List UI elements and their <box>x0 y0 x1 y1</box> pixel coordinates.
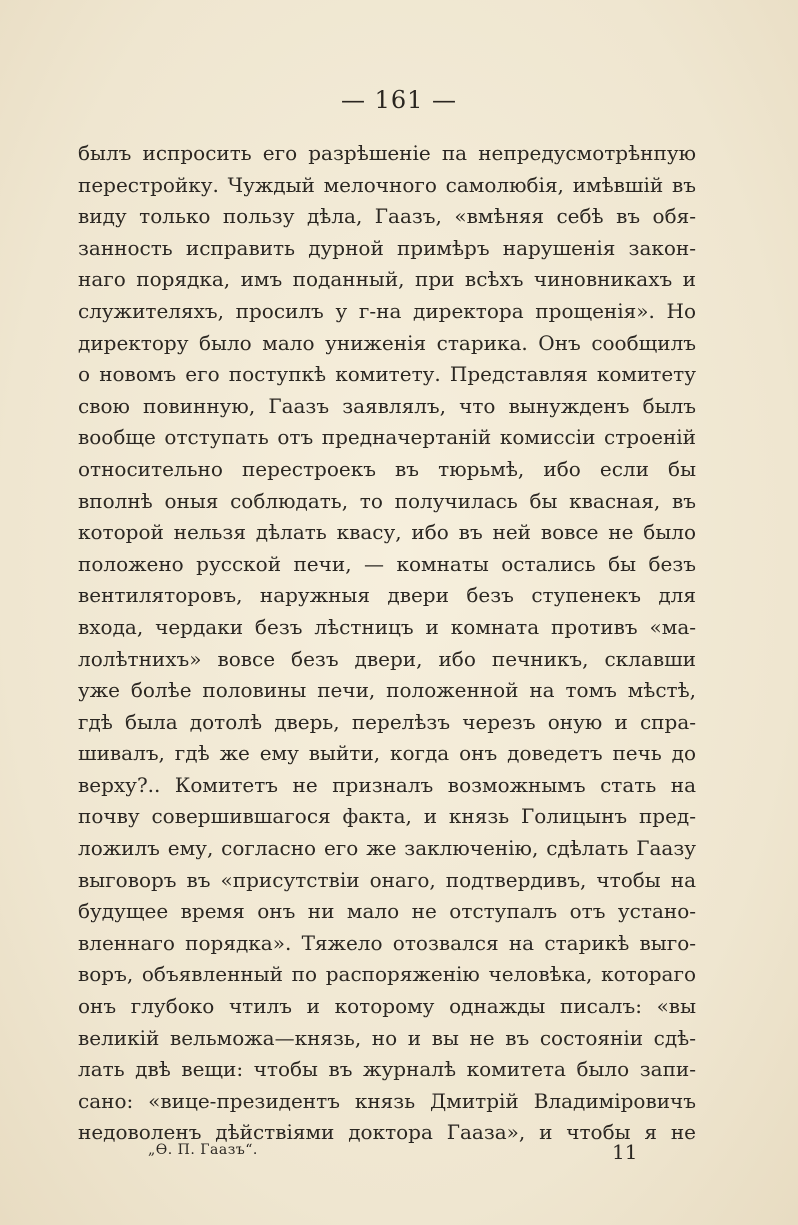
text-line: лать двѣ вещи: чтобы въ журналѣ комитета было запи- <box>78 1057 696 1082</box>
text-line: онъ глубоко чтилъ и которому однажды писалъ: «вы <box>78 994 696 1019</box>
page-number: — 161 — <box>340 86 458 114</box>
text-line: сано: «вице-президентъ князь Дмитрій Владиміровичъ <box>78 1088 696 1113</box>
text-line: относительно перестроекъ въ тюрьмѣ, ибо если бы <box>78 456 696 481</box>
text-line: великій вельможа—князь, но и вы не въ состояніи сдѣ- <box>78 1025 696 1050</box>
sheet-number: 11 <box>612 1140 638 1164</box>
text-line: ложилъ ему, согласно его же заключенію, сдѣлать Гаазу <box>78 836 696 861</box>
text-line: шивалъ, гдѣ же ему выйти, когда онъ доведетъ печь до <box>78 741 696 766</box>
text-line: вленнаго порядка». Тяжело отозвался на старикѣ выго- <box>78 930 696 955</box>
text-line: лолѣтнихъ» вовсе безъ двери, ибо печникъ, склавши <box>78 646 696 671</box>
text-line: служителяхъ, просилъ у г-на директора прощенія». Но <box>78 298 696 323</box>
text-line: былъ испросить его разрѣшеніе па непредусмотрѣнпую <box>78 141 696 165</box>
text-line: недоволенъ дѣйствіями доктора Гааза», и чтобы я не <box>78 1120 696 1145</box>
text-line: воръ, объявленный по распоряженію человѣка, котораго <box>78 962 696 987</box>
text-line: уже болѣе половины печи, положенной на томъ мѣстѣ, <box>78 678 696 703</box>
text-line: выговоръ въ «присутствіи онаго, подтвердивъ, чтобы на <box>78 867 696 892</box>
text-line: занность исправить дурной примѣръ нарушенія закон- <box>78 235 696 260</box>
text-line: гдѣ была дотолѣ дверь, перелѣзъ черезъ оную и спра- <box>78 709 696 734</box>
text-line: виду только пользу дѣла, Гаазъ, «вмѣняя себѣ въ обя- <box>78 204 696 229</box>
signature-mark: „Ѳ. П. Гаазъ“. <box>148 1142 258 1158</box>
text-line: перестройку. Чуждый мелочного самолюбія, имѣвшій въ <box>78 172 696 197</box>
text-line: свою повинную, Гаазъ заявлялъ, что вынужденъ былъ <box>78 393 696 418</box>
text-line: вообще отступать отъ предначертаній комиссіи строеній <box>78 425 696 450</box>
text-line: вполнѣ оныя соблюдать, то получилась бы квасная, въ <box>78 488 696 513</box>
text-line: входа, чердаки безъ лѣстницъ и комната противъ «ма- <box>78 614 696 639</box>
text-line: о новомъ его поступкѣ комитету. Представляя комитету <box>78 362 696 387</box>
text-line: директору было мало униженія старика. Онъ сообщилъ <box>78 330 696 355</box>
text-line: вентиляторовъ, наружныя двери безъ ступенекъ для <box>78 583 696 608</box>
page-footer <box>0 1140 798 1168</box>
text-line: верху?.. Комитетъ не призналъ возможнымъ стать на <box>78 772 696 797</box>
text-line: положено русской печи, — комнаты остались бы безъ <box>78 551 696 576</box>
text-line: почву совершившагося факта, и князь Голицынъ пред- <box>78 804 696 829</box>
text-line: наго порядка, имъ поданный, при всѣхъ чиновникахъ и <box>78 267 696 292</box>
text-line: будущее время онъ ни мало не отступалъ отъ устано- <box>78 899 696 924</box>
text-line: которой нельзя дѣлать квасу, ибо въ ней вовсе не было <box>78 520 696 545</box>
body-text <box>78 138 696 1149</box>
